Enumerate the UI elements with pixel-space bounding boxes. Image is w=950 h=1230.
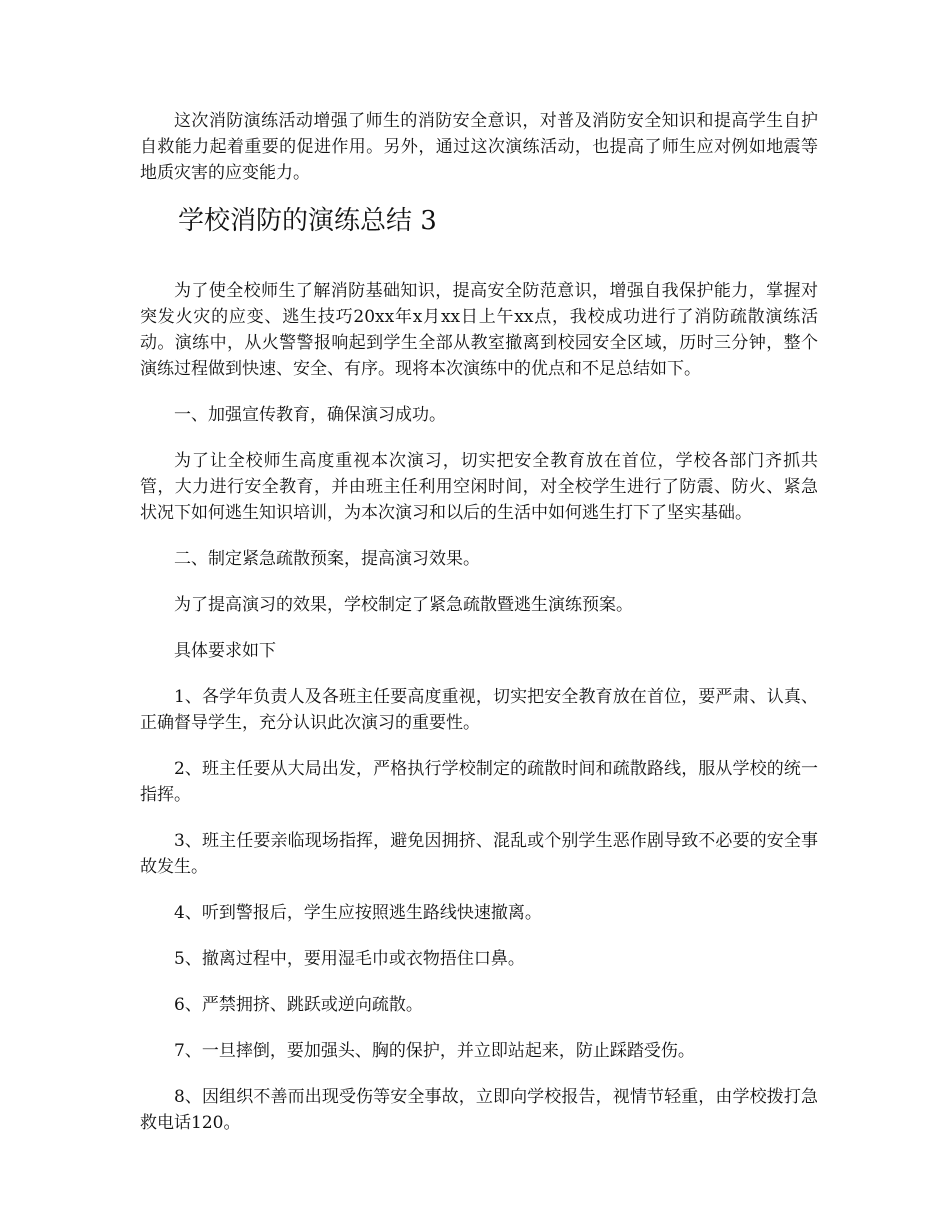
list-item-requirement-1: 1、各学年负责人及各班主任要高度重视，切实把安全教育放在首位，要严肃、认真、正确督导学生，充分认识此次演习的重要性。 xyxy=(140,687,818,733)
list-item-requirement-6: 6、严禁拥挤、跳跃或逆向疏散。 xyxy=(174,995,423,1015)
list-item-requirement-8: 8、因组织不善而出现受伤等安全事故，立即向学校报告，视情节轻重，由学校拨打急救电话120。 xyxy=(140,1087,818,1133)
paragraph-plan: 为了提高演习的效果，学校制定了紧急疏散暨逃生演练预案。 xyxy=(174,595,633,615)
list-item-requirement-3: 3、班主任要亲临现场指挥，避免因拥挤、混乱或个别学生恶作剧导致不必要的安全事故发生。 xyxy=(140,831,818,877)
paragraph-overview: 为了使全校师生了解消防基础知识，提高安全防范意识，增强自我保护能力，掌握对突发火灾的应变、逃生技巧20xx年x月xx日上午xx点，我校成功进行了消防疏散演练活动。演练中，从火警警报响起到学生全部从教室撤离到校园安全区域，历时三分钟，整个演练过程做到快速、安全、有序。现将本次演练中的优点和不足总结如下。 xyxy=(140,281,818,379)
paragraph-requirements-intro: 具体要求如下 xyxy=(174,641,276,661)
paragraph-publicity: 为了让全校师生高度重视本次演习，切实把安全教育放在首位，学校各部门齐抓共管，大力进行安全教育，并由班主任利用空闲时间，对全校学生进行了防震、防火、紧急状况下如何逃生知识培训，为本次演习和以后的生活中如何逃生打下了坚实基础。 xyxy=(140,451,818,523)
list-item-requirement-2: 2、班主任要从大局出发，严格执行学校制定的疏散时间和疏散路线，服从学校的统一指挥。 xyxy=(140,759,818,805)
section-title: 学校消防的演练总结 3 xyxy=(178,206,437,236)
paragraph-heading-2: 二、制定紧急疏散预案，提高演习效果。 xyxy=(174,549,480,569)
list-item-requirement-5: 5、撤离过程中，要用湿毛巾或衣物捂住口鼻。 xyxy=(174,949,525,969)
document-page xyxy=(140,108,818,1136)
intro-paragraph: 这次消防演练活动增强了师生的消防安全意识，对普及消防安全知识和提高学生自护自救能力起着重要的促进作用。另外，通过这次演练活动，也提高了师生应对例如地震等地质灾害的应变能力。 xyxy=(140,111,818,183)
paragraph-heading-1: 一、加强宣传教育，确保演习成功。 xyxy=(174,405,446,425)
list-item-requirement-4: 4、听到警报后，学生应按照逃生路线快速撤离。 xyxy=(174,903,542,923)
list-item-requirement-7: 7、一旦摔倒，要加强头、胸的保护，并立即站起来，防止踩踏受伤。 xyxy=(174,1041,695,1061)
